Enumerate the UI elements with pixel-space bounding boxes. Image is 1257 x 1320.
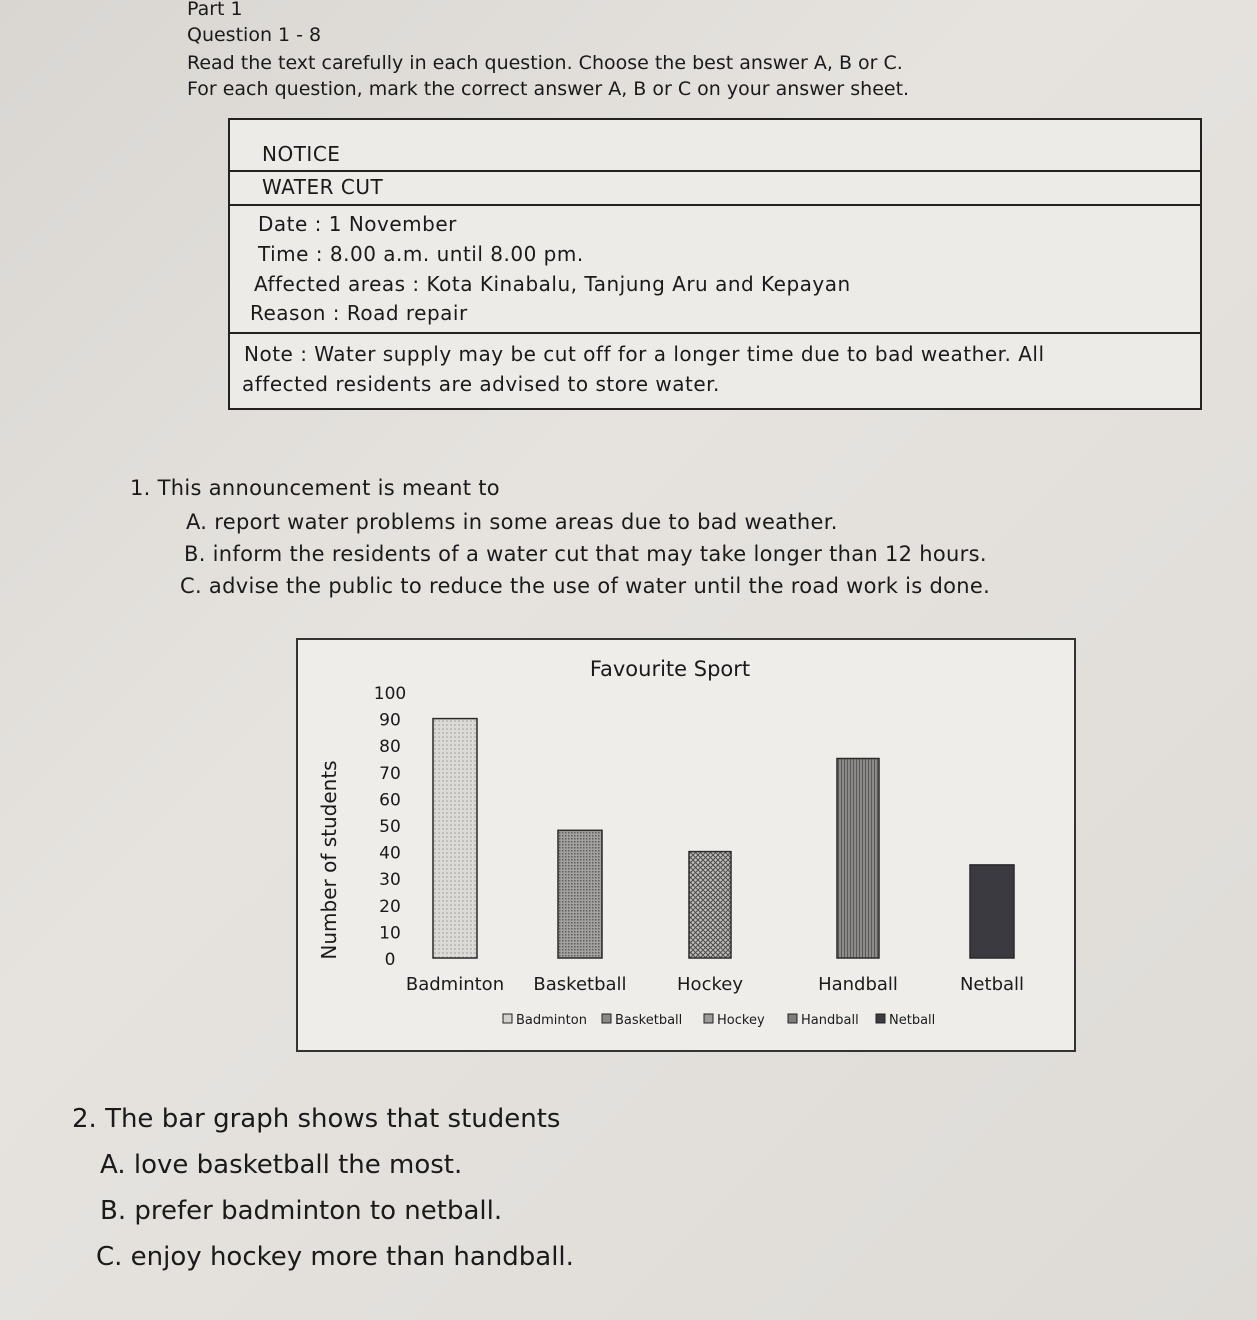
notice-note-line-2: affected residents are advised to store water.	[242, 372, 720, 396]
bar-badminton	[433, 719, 477, 958]
notice-note-line-1: Note : Water supply may be cut off for a longer time due to bad weather. All	[244, 342, 1045, 366]
y-axis-label: Number of students	[317, 760, 341, 960]
legend-label: Basketball	[615, 1013, 683, 1028]
question-2-option-b: B. prefer badminton to netball.	[100, 1196, 503, 1226]
legend-swatch	[503, 1014, 512, 1023]
chart-svg	[298, 640, 1074, 1050]
question-1-option-c: C. advise the public to reduce the use of water until the road work is done.	[180, 574, 991, 598]
legend-swatch	[788, 1014, 797, 1023]
notice-subtitle: WATER CUT	[262, 175, 384, 199]
y-tick-label: 60	[379, 790, 401, 811]
bar-netball	[970, 865, 1014, 958]
legend-label: Netball	[889, 1013, 936, 1028]
question-2-option-a: A. love basketball the most.	[100, 1150, 463, 1180]
question-2-option-c: C. enjoy hockey more than handball.	[96, 1242, 574, 1272]
x-tick-label: Hockey	[677, 974, 743, 995]
legend-swatch	[704, 1014, 713, 1023]
notice-reason: Reason : Road repair	[250, 301, 468, 325]
x-tick-label: Netball	[959, 974, 1025, 995]
question-range: Question 1 - 8	[187, 24, 322, 46]
question-2-stem: 2. The bar graph shows that students	[72, 1104, 561, 1134]
legend-label: Badminton	[516, 1013, 587, 1028]
instruction-line-2: For each question, mark the correct answer A, B or C on your answer sheet.	[187, 78, 910, 100]
y-tick-label: 40	[379, 843, 401, 864]
favourite-sport-chart	[296, 638, 1076, 1052]
notice-areas: Affected areas : Kota Kinabalu, Tanjung Aru and Kepayan	[254, 272, 851, 296]
notice-date: Date : 1 November	[258, 212, 457, 236]
chart-title: Favourite Sport	[589, 657, 751, 681]
y-tick-label: 20	[379, 896, 401, 917]
y-tick-label: 100	[373, 684, 407, 704]
instruction-line-1: Read the text carefully in each question. Choose the best answer A, B or C.	[187, 52, 903, 74]
y-tick-label: 80	[379, 737, 401, 758]
y-tick-label: 10	[379, 923, 401, 944]
legend-swatch	[876, 1014, 885, 1023]
notice-title: NOTICE	[262, 142, 341, 166]
y-tick-label: 30	[379, 870, 401, 891]
y-tick-label: 70	[379, 763, 401, 784]
y-tick-label: 0	[384, 950, 396, 970]
x-tick-label: Badminton	[405, 974, 505, 995]
bar-handball	[837, 759, 879, 959]
y-tick-label: 50	[379, 817, 401, 837]
x-tick-label: Handball	[818, 974, 898, 995]
legend-swatch	[602, 1014, 611, 1023]
notice-box	[228, 118, 1202, 410]
y-tick-label: 90	[379, 710, 401, 731]
question-1-option-a: A. report water problems in some areas due to bad weather.	[186, 510, 838, 534]
bar-hockey	[689, 852, 731, 958]
x-tick-label: Basketball	[533, 974, 627, 995]
question-1-option-b: B. inform the residents of a water cut that may take longer than 12 hours.	[184, 542, 987, 566]
legend-label: Hockey	[717, 1013, 765, 1028]
bar-basketball	[558, 830, 602, 958]
part-label: Part 1	[187, 0, 243, 20]
notice-time: Time : 8.00 a.m. until 8.00 pm.	[258, 242, 584, 266]
question-1-stem: 1. This announcement is meant to	[130, 476, 500, 500]
legend-label: Handball	[801, 1013, 859, 1028]
